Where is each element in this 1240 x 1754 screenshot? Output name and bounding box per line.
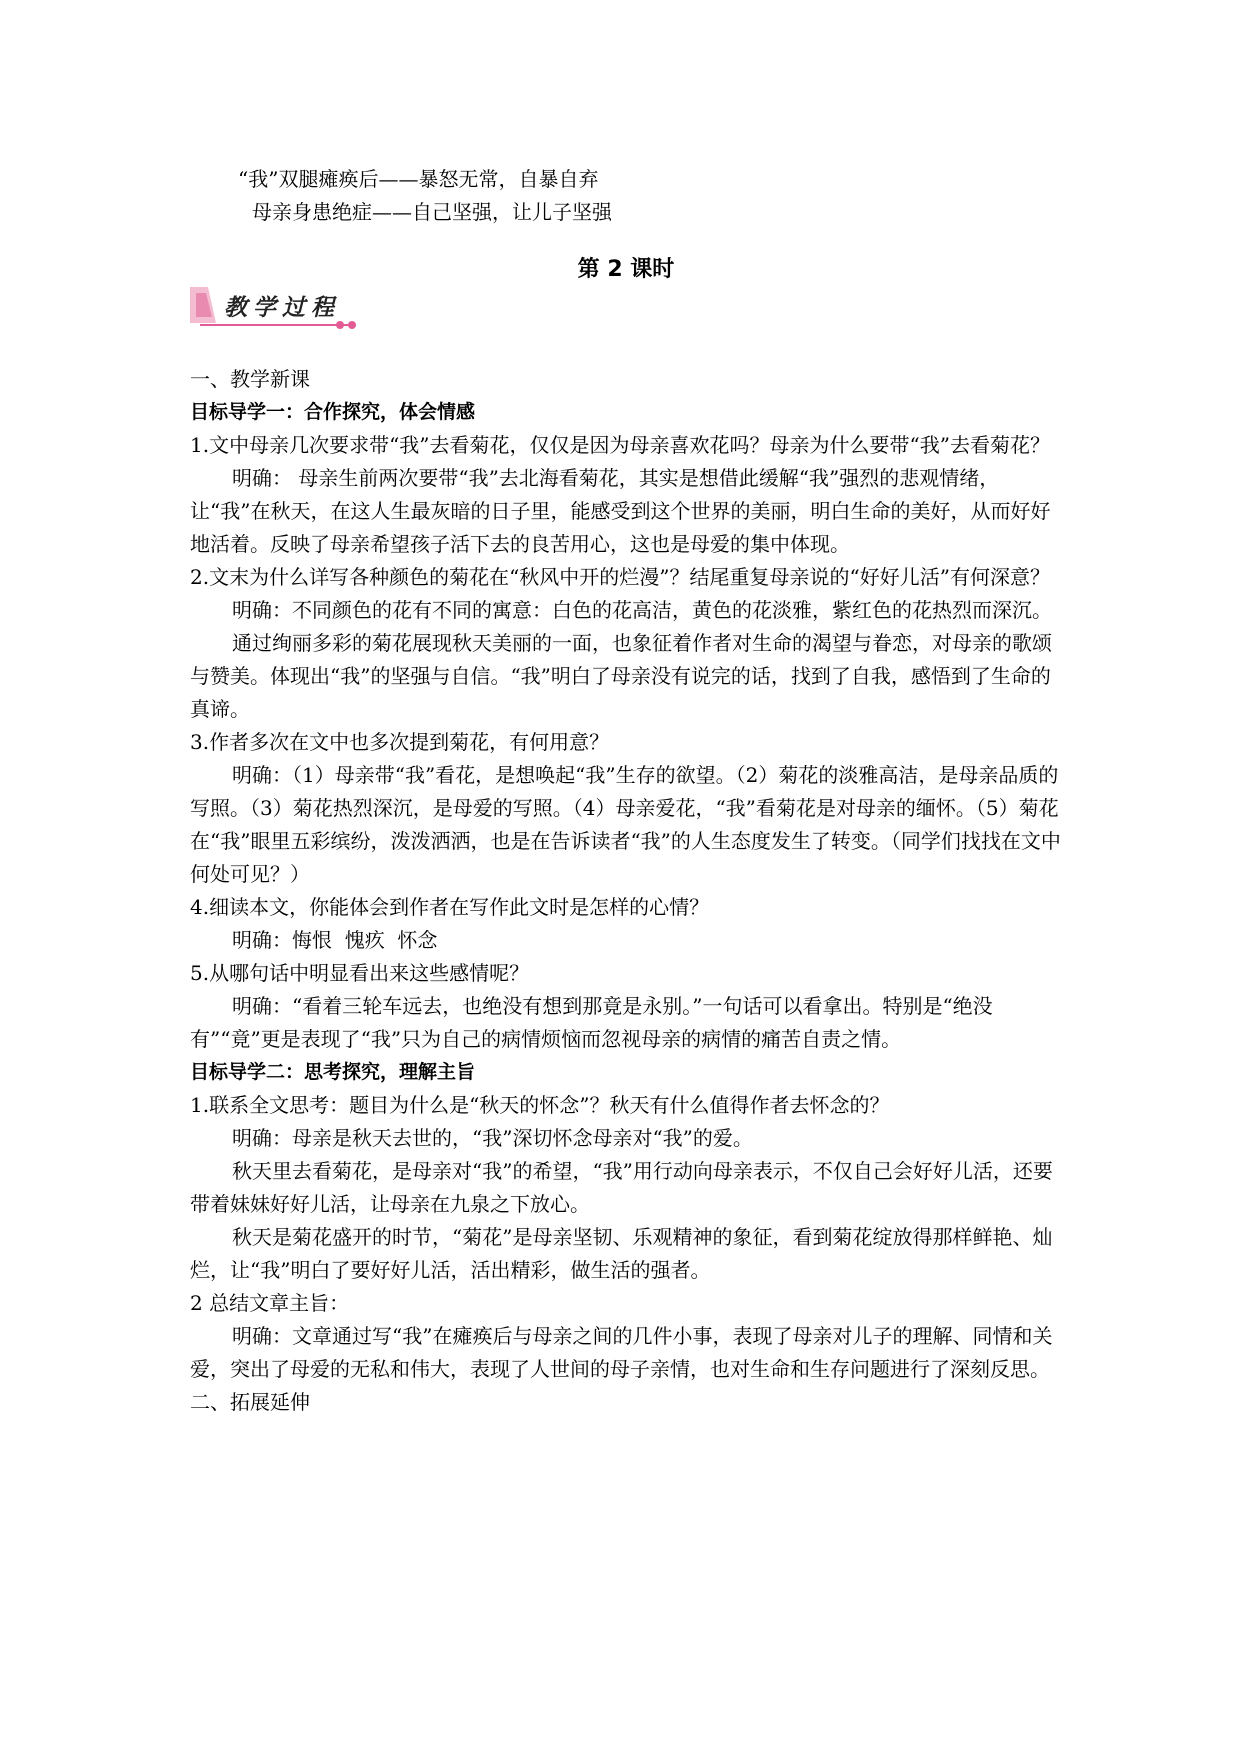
part-2-heading: 二、拓展延伸 [190, 1390, 310, 1414]
answer-6c: 秋天是菊花盛开的时节，“菊花”是母亲坚韧、乐观精神的象征，看到菊花绽放得那样鲜艳、灿烂，让“我”明白了要好好儿活，活出精彩，做生活的强者。 [190, 1225, 1053, 1282]
answer-5: 明确：“看着三轮车远去，也绝没有想到那竟是永别。”一句话可以看拿出。特别是“绝没有”“竟”更是表现了“我”只为自己的病情烦恼而忽视母亲的病情的痛苦自责之情。 [190, 994, 993, 1051]
goal-1-heading: 目标导学一：合作探究，体会情感 [190, 401, 476, 423]
teaching-process-banner [190, 287, 362, 333]
goal-2-heading: 目标导学二：思考探究，理解主旨 [190, 1061, 476, 1083]
answer-4: 明确：悔恨 愧疚 怀念 [232, 928, 438, 952]
answer-3: 明确：（1）母亲带“我”看花，是想唤起“我”生存的欲望。（2）菊花的淡雅高洁，是母亲品质的写照。（3）菊花热烈深沉，是母爱的写照。（4）母亲爱花，“我”看菊花是对母亲的缅怀。（5）菊花在“我”眼里五彩缤纷，泼泼洒洒，也是在告诉读者“我”的人生态度发生了转变。（同学们找找在文中何处可见？） [190, 763, 1061, 886]
question-2: 2.文末为什么详写各种颜色的菊花在“秋风中开的烂漫”？结尾重复母亲说的“好好儿活”有何深意？ [190, 565, 1050, 589]
question-7: 2 总结文章主旨： [190, 1291, 350, 1315]
answer-2a: 明确：不同颜色的花有不同的寓意：白色的花高洁，黄色的花淡雅，紫红色的花热烈而深沉。 [232, 598, 1052, 622]
lesson-title: 第 2 课时 [577, 257, 675, 282]
question-5: 5.从哪句话中明显看出来这些感情呢？ [190, 961, 530, 985]
answer-2b: 通过绚丽多彩的菊花展现秋天美丽的一面，也象征着作者对生命的渴望与眷恋，对母亲的歌颂与赞美。体现出“我”的坚强与自信。“我”明白了母亲没有说完的话，找到了自我，感悟到了生命的真谛。 [190, 631, 1052, 721]
answer-7: 明确：文章通过写“我”在瘫痪后与母亲之间的几件小事，表现了母亲对儿子的理解、同情和关爱，突出了母爱的无私和伟大，表现了人世间的母子亲情，也对生命和生存问题进行了深刻反思。 [190, 1324, 1053, 1381]
summary-line-1: “我”双腿瘫痪后——暴怒无常，自暴自弃 [238, 167, 599, 191]
document-body [190, 163, 1062, 1419]
answer-6a: 明确：母亲是秋天去世的，“我”深切怀念母亲对“我”的爱。 [232, 1126, 753, 1150]
question-6: 1.联系全文思考：题目为什么是“秋天的怀念”？秋天有什么值得作者去怀念的？ [190, 1093, 890, 1117]
answer-1: 明确： 母亲生前两次要带“我”去北海看菊花，其实是想借此缓解“我”强烈的悲观情绪，让“我”在秋天，在这人生最灰暗的日子里，能感受到这个世界的美丽，明白生命的美好，从而好好地活着。反映了母亲希望孩子活下去的良苦用心，这也是母爱的集中体现。 [190, 466, 1051, 556]
summary-line-2: 母亲身患绝症——自己坚强，让儿子坚强 [252, 200, 612, 224]
question-3: 3.作者多次在文中也多次提到菊花，有何用意？ [190, 730, 610, 754]
answer-6b: 秋天里去看菊花，是母亲对“我”的希望，“我”用行动向母亲表示，不仅自己会好好儿活，还要带着妹妹好好儿活，让母亲在九泉之下放心。 [190, 1159, 1053, 1216]
question-4: 4.细读本文，你能体会到作者在写作此文时是怎样的心情？ [190, 895, 710, 919]
question-1: 1.文中母亲几次要求带“我”去看菊花，仅仅是因为母亲喜欢花吗？母亲为什么要带“我”去看菊花？ [190, 433, 1050, 457]
part-1-heading: 一、教学新课 [190, 367, 310, 391]
banner-label: 教学过程 [224, 294, 340, 321]
